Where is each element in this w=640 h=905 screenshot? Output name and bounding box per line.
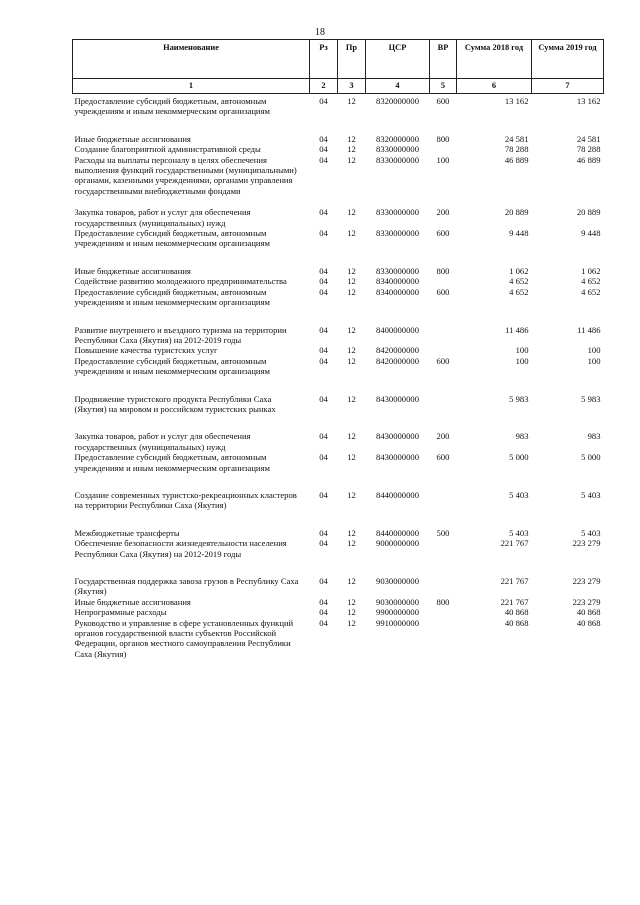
row-spacer-cell xyxy=(73,414,604,431)
row-name: Руководство и управление в сфере установленных функций органов государственной власти субъектов Российской Федерации, органов местного самоуправления Республики Саха (Якутия) xyxy=(74,617,294,659)
row-vr xyxy=(430,144,457,154)
row-csr: 8420000000 xyxy=(376,345,419,356)
row-csr: 8330000000 xyxy=(376,228,419,239)
column-index: 3 xyxy=(338,79,366,94)
row-csr: 8330000000 xyxy=(376,154,419,165)
row-csr: 9900000000 xyxy=(376,607,419,618)
row-pr: 12 xyxy=(347,286,356,297)
row-pr: 12 xyxy=(347,345,356,356)
row-rz: 04 xyxy=(319,538,328,549)
row-sum-2019: 5 403 xyxy=(581,527,601,538)
table-row xyxy=(73,144,604,154)
row-sum-2019: 100 xyxy=(587,355,601,366)
row-sum-2018: 100 xyxy=(515,355,529,366)
row-sum-2018: 4 652 xyxy=(509,276,529,287)
row-rz: 04 xyxy=(319,228,328,239)
row-sum-2019: 11 486 xyxy=(577,324,601,335)
header-csr: ЦСР xyxy=(366,40,430,79)
row-name: Закупка товаров, работ и услуг для обеспечения государственных (муниципальных) нужд xyxy=(74,207,251,228)
row-spacer-cell xyxy=(73,473,604,490)
row-csr: 8430000000 xyxy=(376,393,419,404)
row-rz: 04 xyxy=(319,144,328,155)
row-sum-2018: 40 868 xyxy=(504,607,529,618)
row-csr: 8330000000 xyxy=(376,207,419,218)
table-row xyxy=(73,607,604,617)
table-row xyxy=(73,394,604,415)
row-sum-2018: 100 xyxy=(515,345,529,356)
row-spacer-cell xyxy=(73,249,604,266)
row-spacer xyxy=(73,559,604,576)
table-row xyxy=(73,528,604,538)
row-rz: 04 xyxy=(319,276,328,287)
row-rz: 04 xyxy=(319,133,328,144)
row-sum-2018: 221 767 xyxy=(500,596,529,607)
row-pr: 12 xyxy=(347,355,356,366)
row-vr xyxy=(430,276,457,286)
row-rz: 04 xyxy=(319,596,328,607)
table-row xyxy=(73,356,604,377)
column-index: 4 xyxy=(366,79,430,94)
column-index: 6 xyxy=(457,79,532,94)
row-vr xyxy=(430,394,457,415)
row-csr: 9030000000 xyxy=(376,576,419,586)
header-sum-2018: Сумма 2018 год xyxy=(457,40,532,79)
row-pr: 12 xyxy=(347,276,356,287)
column-index: 2 xyxy=(310,79,338,94)
row-name: Обеспечение безопасности жизнедеятельности населения Республики Саха (Якутия) на 2012-2019 годы xyxy=(74,538,287,559)
row-spacer-cell xyxy=(73,308,604,325)
table-row xyxy=(73,618,604,660)
row-spacer xyxy=(73,308,604,325)
row-pr: 12 xyxy=(347,576,356,586)
row-pr: 12 xyxy=(347,617,356,628)
row-sum-2019: 20 889 xyxy=(576,207,601,218)
row-rz: 04 xyxy=(319,607,328,618)
page-number: 18 xyxy=(315,27,325,38)
column-index: 7 xyxy=(532,79,604,94)
row-name: Продвижение туристского продукта Республики Саха (Якутия) на мировом и российском туристских рынках xyxy=(74,393,276,414)
row-csr: 8440000000 xyxy=(376,527,419,538)
row-rz: 04 xyxy=(319,617,328,628)
row-sum-2019: 223 279 xyxy=(572,596,601,607)
row-sum-2018: 78 288 xyxy=(504,144,529,155)
row-pr: 12 xyxy=(347,489,356,500)
row-pr: 12 xyxy=(347,154,356,165)
table-row xyxy=(73,576,604,597)
row-pr: 12 xyxy=(347,207,356,218)
table-row xyxy=(73,228,604,249)
row-vr: 800 xyxy=(436,596,450,607)
row-rz: 04 xyxy=(319,324,328,335)
row-pr: 12 xyxy=(347,144,356,155)
row-pr: 12 xyxy=(347,228,356,239)
header-sum-2019: Сумма 2019 год xyxy=(532,40,604,79)
row-csr: 8420000000 xyxy=(376,355,419,366)
table-row xyxy=(73,452,604,473)
table-row xyxy=(73,538,604,559)
row-sum-2019: 13 162 xyxy=(576,96,601,106)
row-sum-2019: 24 581 xyxy=(576,133,601,144)
row-name: Повышение качества туристских услуг xyxy=(74,345,218,356)
row-spacer xyxy=(73,473,604,490)
row-sum-2018: 5 983 xyxy=(509,393,529,404)
row-vr: 600 xyxy=(436,228,450,239)
row-sum-2019: 100 xyxy=(587,345,601,356)
row-name: Иные бюджетные ассигнования xyxy=(74,596,191,607)
row-spacer xyxy=(73,414,604,431)
row-name: Предоставление субсидий бюджетным, автономным учреждениям и иным некоммерческим организациям xyxy=(74,452,270,473)
row-csr: 8320000000 xyxy=(376,133,419,144)
row-sum-2018: 40 868 xyxy=(504,617,529,628)
row-sum-2019: 40 868 xyxy=(576,617,601,628)
row-spacer-cell xyxy=(73,559,604,576)
table-row xyxy=(73,597,604,607)
row-sum-2019: 9 448 xyxy=(581,228,601,239)
row-name: Предоставление субсидий бюджетным, автономным учреждениям и иным некоммерческим организациям xyxy=(74,286,270,308)
header-pr: Пр xyxy=(338,40,366,79)
column-index-row xyxy=(73,79,604,94)
row-name: Государственная поддержка завоза грузов в Республику Саха (Якутия) xyxy=(74,576,299,597)
row-rz: 04 xyxy=(319,355,328,366)
row-csr: 8430000000 xyxy=(376,431,419,442)
table-row xyxy=(73,287,604,308)
row-csr: 8440000000 xyxy=(376,489,419,500)
row-sum-2018: 9 448 xyxy=(509,228,529,239)
row-csr: 8330000000 xyxy=(376,144,419,155)
row-spacer xyxy=(73,511,604,528)
table-row xyxy=(73,345,604,355)
row-vr: 100 xyxy=(436,154,450,165)
row-sum-2018: 5 403 xyxy=(509,489,529,500)
row-spacer xyxy=(73,117,604,134)
row-vr: 600 xyxy=(436,286,450,297)
row-spacer xyxy=(73,377,604,394)
row-vr: 200 xyxy=(436,431,450,442)
row-sum-2018: 24 581 xyxy=(504,133,529,144)
column-index: 5 xyxy=(430,79,457,94)
row-spacer-cell xyxy=(73,196,604,207)
table-row xyxy=(73,134,604,144)
row-rz: 04 xyxy=(319,431,328,442)
row-vr: 800 xyxy=(436,265,450,276)
row-rz: 04 xyxy=(319,393,328,404)
row-spacer xyxy=(73,196,604,207)
row-vr: 600 xyxy=(436,96,450,106)
row-vr xyxy=(430,607,457,617)
row-sum-2019: 223 279 xyxy=(572,576,601,586)
row-rz: 04 xyxy=(319,207,328,218)
row-csr: 8340000000 xyxy=(376,286,419,297)
row-sum-2018: 221 767 xyxy=(500,576,529,586)
row-sum-2019: 46 889 xyxy=(576,154,601,165)
row-sum-2018: 5 000 xyxy=(509,452,529,463)
row-rz: 04 xyxy=(319,154,328,165)
row-sum-2018: 1 062 xyxy=(509,265,529,276)
row-vr: 500 xyxy=(436,527,450,538)
row-spacer-cell xyxy=(73,511,604,528)
row-name: Предоставление субсидий бюджетным, автономным учреждениям и иным некоммерческим организациям xyxy=(74,355,270,377)
row-sum-2019: 5 403 xyxy=(581,489,601,500)
header-name: Наименование xyxy=(73,40,310,79)
row-vr xyxy=(430,618,457,660)
row-rz: 04 xyxy=(319,265,328,276)
row-vr xyxy=(430,345,457,355)
row-sum-2019: 223 279 xyxy=(572,538,601,549)
row-name: Развитие внутреннего и въездного туризма на территории Республики Саха (Якутия) на 2012-2019 годы xyxy=(74,324,287,345)
table-row xyxy=(73,490,604,511)
row-pr: 12 xyxy=(347,133,356,144)
row-name: Расходы на выплаты персоналу в целях обеспечения выполнения функций государственными (муниципальными) органами, казенными учреждениями, органами управления государственными внебюджетными фондами xyxy=(74,154,297,196)
row-pr: 12 xyxy=(347,527,356,538)
row-rz: 04 xyxy=(319,345,328,356)
row-sum-2019: 4 652 xyxy=(581,286,601,297)
row-sum-2019: 5 983 xyxy=(581,393,601,404)
header-row xyxy=(73,40,604,79)
row-sum-2019: 983 xyxy=(587,431,601,442)
row-vr: 800 xyxy=(436,133,450,144)
row-name: Создание благоприятной административной среды xyxy=(74,144,261,155)
row-vr xyxy=(430,576,457,597)
row-spacer-cell xyxy=(73,377,604,394)
row-sum-2018: 221 767 xyxy=(500,538,529,549)
row-rz: 04 xyxy=(319,576,328,586)
row-rz: 04 xyxy=(319,286,328,297)
row-pr: 12 xyxy=(347,431,356,442)
row-name: Содействие развитию молодежного предпринимательства xyxy=(74,276,287,287)
row-rz: 04 xyxy=(319,527,328,538)
table-row xyxy=(73,94,604,117)
table-row xyxy=(73,276,604,286)
row-pr: 12 xyxy=(347,607,356,618)
budget-table xyxy=(72,39,604,659)
row-name: Непрограммные расходы xyxy=(74,607,167,618)
table-row xyxy=(73,207,604,228)
row-sum-2019: 5 000 xyxy=(581,452,601,463)
row-pr: 12 xyxy=(347,393,356,404)
row-vr xyxy=(430,538,457,559)
table-row xyxy=(73,325,604,346)
row-vr: 200 xyxy=(436,207,450,218)
row-sum-2018: 11 486 xyxy=(505,324,529,335)
row-pr: 12 xyxy=(347,596,356,607)
table-row xyxy=(73,155,604,197)
row-csr: 8400000000 xyxy=(376,324,419,335)
header-vr: ВР xyxy=(430,40,457,79)
header-rz: Рз xyxy=(310,40,338,79)
row-name: Закупка товаров, работ и услуг для обеспечения государственных (муниципальных) нужд xyxy=(74,431,251,452)
row-csr: 9030000000 xyxy=(376,596,419,607)
row-name: Предоставление субсидий бюджетным, автономным учреждениям и иным некоммерческим организациям xyxy=(74,228,270,249)
row-name: Предоставление субсидий бюджетным, автономным учреждениям и иным некоммерческим организациям xyxy=(74,96,270,117)
row-csr: 9000000000 xyxy=(376,538,419,549)
table-row xyxy=(73,266,604,276)
row-csr: 8330000000 xyxy=(376,265,419,276)
row-name: Иные бюджетные ассигнования xyxy=(74,133,191,144)
row-pr: 12 xyxy=(347,96,356,106)
row-pr: 12 xyxy=(347,452,356,463)
row-sum-2018: 13 162 xyxy=(504,96,529,106)
column-index: 1 xyxy=(73,79,310,94)
row-sum-2018: 46 889 xyxy=(504,154,529,165)
row-vr xyxy=(430,490,457,511)
row-csr: 9910000000 xyxy=(376,617,419,628)
row-sum-2019: 1 062 xyxy=(581,265,601,276)
row-name: Межбюджетные трансферты xyxy=(74,527,180,538)
row-sum-2018: 983 xyxy=(515,431,529,442)
row-name: Иные бюджетные ассигнования xyxy=(74,265,191,276)
row-csr: 8320000000 xyxy=(376,96,419,106)
row-rz: 04 xyxy=(319,489,328,500)
row-sum-2018: 20 889 xyxy=(504,207,529,218)
row-vr: 600 xyxy=(436,452,450,463)
row-pr: 12 xyxy=(347,324,356,335)
row-pr: 12 xyxy=(347,265,356,276)
row-sum-2018: 4 652 xyxy=(509,286,529,297)
row-rz: 04 xyxy=(319,96,328,106)
row-csr: 8340000000 xyxy=(376,276,419,287)
row-sum-2019: 4 652 xyxy=(581,276,601,287)
row-rz: 04 xyxy=(319,452,328,463)
row-vr xyxy=(430,325,457,346)
row-spacer xyxy=(73,249,604,266)
table-row xyxy=(73,431,604,452)
row-sum-2019: 40 868 xyxy=(576,607,601,618)
row-pr: 12 xyxy=(347,538,356,549)
row-name: Создание современных туристско-рекреационных кластеров на территории Республики Саха (Якутия) xyxy=(74,489,297,511)
row-sum-2018: 5 403 xyxy=(509,527,529,538)
row-sum-2019: 78 288 xyxy=(576,144,601,155)
row-csr: 8430000000 xyxy=(376,452,419,463)
row-spacer-cell xyxy=(73,117,604,134)
row-vr: 600 xyxy=(436,355,450,366)
